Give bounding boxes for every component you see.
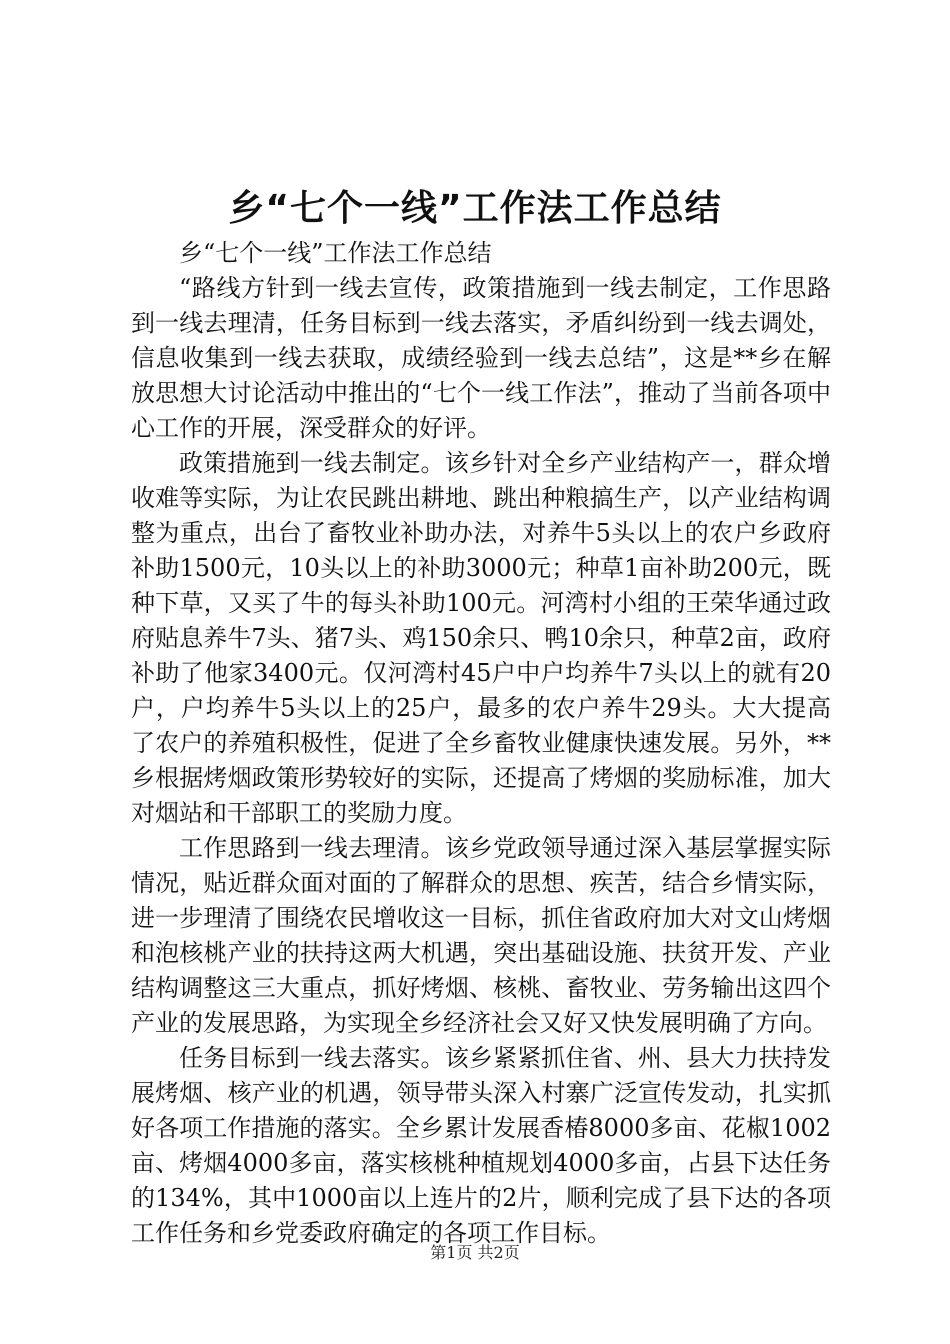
page-footer: 第1页 共2页 — [430, 1243, 520, 1262]
policy-paragraph: 政策措施到一线去制定。该乡针对全乡产业结构产一，群众增收难等实际，为让农民跳出耕地、跳出种粮搞生产，以产业结构调整为重点，出台了畜牧业补助办法，对养牛5头以上的农户乡政府补助1500元，10头以上的补助3000元；种草1亩补助200元，既种下草，又买了牛的每头补助100元。河湾村小组的王荣华通过政府贴息养牛7头、猪7头、鸡150余只、鸭10余只，种草2亩，政府补助了他家3400元。仅河湾村45户中户均养牛7头以上的就有20户，户均养牛5头以上的25户，最多的农户养牛29头。大大提高了农户的养殖积极性，促进了全乡畜牧业健康快速发展。另外，**乡根据烤烟政策形势较好的实际，还提高了烤烟的奖励标准，加大对烟站和干部职工的奖励力度。 — [131, 449, 831, 827]
document-title: 乡“七个一线”工作法工作总结 — [228, 188, 722, 229]
task-goal-paragraph: 任务目标到一线去落实。该乡紧紧抓住省、州、县大力扶持发展烤烟、核产业的机遇，领导带头深入村寨广泛宣传发动，扎实抓好各项工作措施的落实。全乡累计发展香椿8000多亩、花椒1002亩、烤烟4000多亩，落实核桃种植规划4000多亩，占县下达任务的134%，其中1000亩以上连片的2片，顺利完成了县下达的各项工作任务和乡党委政府确定的各项工作目标。 — [131, 1044, 831, 1247]
intro-paragraph: “路线方针到一线去宣传，政策措施到一线去制定，工作思路到一线去理清，任务目标到一线去落实，矛盾纠纷到一线去调处，信息收集到一线去获取，成绩经验到一线去总结”，这是**乡在解放思想大讨论活动中推出的“七个一线工作法”，推动了当前各项中心工作的开展，深受群众的好评。 — [131, 274, 831, 442]
work-thinking-paragraph: 工作思路到一线去理清。该乡党政领导通过深入基层掌握实际情况，贴近群众面对面的了解群众的思想、疾苦，结合乡情实际，进一步理清了围绕农民增收这一目标，抓住省政府加大对文山烤烟和泡核桃产业的扶持这两大机遇，突出基础设施、扶贫开发、产业结构调整这三大重点，抓好烤烟、核桃、畜牧业、劳务输出这四个产业的发展思路，为实现全乡经济社会又好又快发展明确了方向。 — [131, 834, 831, 1037]
document-body — [131, 236, 831, 1251]
subtitle-paragraph: 乡“七个一线”工作法工作总结 — [179, 239, 492, 267]
